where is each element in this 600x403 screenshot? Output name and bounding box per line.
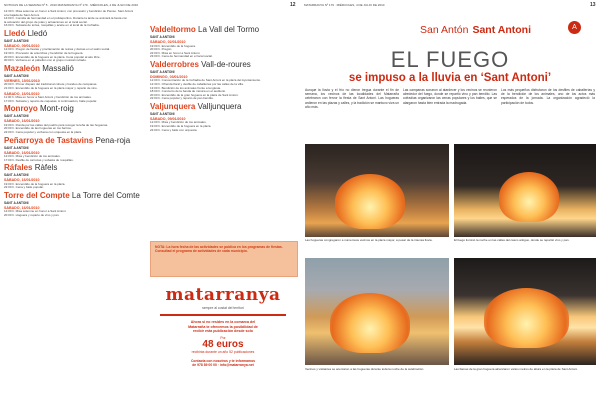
schedule-line: 19:00 h. Encendido de la hoguera en la plaza. [150,125,212,129]
section-valjunquera [150,103,296,132]
right-page-number: 13 [590,2,596,8]
left-page-number: 12 [290,2,296,8]
intro-line: 16:00 h. Subasta de tortas, rosquillas y aceite en el local de la Cofradía. [4,24,100,28]
section-title: Monroyo Mont-roig [4,104,74,114]
notice-box [150,241,298,277]
intro-line: la actuación del grupo de jotas y actuaciones en el local social. [4,20,88,24]
photo-caption: El fuego iluminó la noche en las calles del casco antiguo, donde se repartió vino y pan. [454,238,570,242]
left-running-head: NOTICIAS DE LA SEMANA Nº 5 · 2010 MATARRANYA Nº 179 · MIÉRCOLES, 4 DE JULIO DE 2010 [4,3,139,7]
headline-sub: se impuso a la lluvia en ‘Sant Antoni’ [348,72,552,84]
article-column [403,88,497,105]
day-heading: SÁBADO, 16/01/2010 [4,178,40,183]
schedule-line: 22:00 h. Cena popular y verbena con orquesta en la plaza. [4,130,83,134]
section-subtitle: SANT A ANTONI [4,200,29,205]
section-brand [420,20,531,34]
brand-word-catalan: Sant Antoni [472,24,531,36]
day-heading: DOMINGO, 03/01/2010 [150,74,188,79]
schedule-line: 00:00 h. Verbena en el pabellón con el grupo musical invitado. [4,59,87,63]
schedule-line: 21:00 h. Encendido de la hoguera en la plaza mayor y reparto de vino. [4,86,98,90]
section-subtitle: SANT A ANTONI [150,111,175,116]
section-subtitle: SANT A ANTONI [150,35,175,39]
schedule-line: 13:00 h. Bendición de los animales frente a la iglesia. [150,86,221,90]
schedule-line: 11:00 h. Misa en honor a Sant Antoni y bendición de los animales. [4,96,92,100]
ad-contact-line: Contacta con nosotros y te informamos [190,358,256,363]
section-title: Valjunquera Valljunquera [150,101,242,111]
bonfire-photo [305,258,449,365]
section-penarroya [4,137,144,163]
section-subtitle: SANT A ANTONI [4,73,29,78]
section-monroyo [4,105,144,134]
ad-contact [150,359,296,368]
schedule-line: 12:30 h. Ofrenda floral y desfile de caballerías por las calles de la villa. [150,82,244,86]
ad-price-prefix: Por [220,335,226,340]
flame-shape [499,172,559,222]
section-subtitle: SANT A ANTONI [4,114,29,119]
schedule-line: 19:00 h. Ronda por las calles del pueblo para recoger la leña de las hogueras. [4,123,109,127]
article-paragraph: Los más pequeños disfrutaron de los desfiles de caballerías y de la bendición de los animales, uno de los actos más esperados de la jornada. La organización agradeció la participación de todos. [501,88,595,105]
schedule-line: 12:00 h. Misa y bendición de los animales. [4,155,61,158]
intro-line: a la bajada de Sant Antoni. [4,13,40,17]
article-headline [304,49,596,85]
section-title: Lledó Lledó [4,28,48,38]
schedule-line: 12:00 h. Pregón de fiestas y proclamación de reinas y damas en el salón social. [4,48,111,52]
section-title: Ráfales Ràfels [4,163,58,173]
section-title: Torre del Compte La Torre del Comte [4,190,140,200]
bonfire-photo [454,258,596,365]
day-heading: SÁBADO, 02/01/2010 [150,40,186,44]
subscription-ad [150,279,296,402]
ad-price: 48 euros [202,338,244,350]
bonfire-photo [305,144,449,237]
day-heading: SÁBADO, 16/01/2010 [4,150,40,155]
article-paragraph: Aunque la lluvia y el frío no dieron tregua durante el fin de semana, los vecinos de las localidades del Matarraña celebraron con fervor la fiesta de Sant Antoni. Las hogueras ardieron en las plazas y calles, y la tradición se mantuvo viva un año más. [305,88,399,109]
ad-text-line: recibir esta publicación desde solo [193,329,253,334]
photo-caption: Vecinos y visitantes se acercaron a las hogueras durante toda la noche de la celebración. [305,367,425,371]
section-title: Peñarroya de Tastavins Pena-roja [4,135,131,145]
ad-tagline: sempre al costat del territori [202,306,244,310]
schedule-line: 12:00 h. Misa y bendición de los animales. [150,121,207,125]
day-heading: SÁBADO, 16/01/2010 [4,119,40,124]
schedule-line: 22:00 h. Cena popular y reparto de pan bendito. [150,97,214,101]
section-valderrobres [150,61,296,101]
intro-line: 14:00 h. Comida de hermandad en el polideportivo. Durante la tarde se animará la fiesta con [4,17,128,21]
schedule-line: 19:00 h. Encendido de la hoguera. [150,44,196,48]
section-subtitle: SANT A ANTONI [4,145,29,150]
schedule-line: 22:00 h. Cena y baile popular. [4,186,44,190]
ad-contact-line: de 978 89 00 00 · info@matarranya.net [192,363,254,368]
article-paragraph: Las campanas sonaron al atardecer y los vecinos se reunieron alrededor del fuego, donde se repartió vino y pan bendito. Las cofradías organizaron las cenas populares y los bailes, que se alargaron hasta bien entrada la madrugada. [403,88,497,105]
schedule-line: 12:00 h. Concentración de la Cofradía de Sant Antoni en la plaza del Ayuntamiento. [150,79,262,83]
ad-text-line: Matarraña te ofrecemos la posibilidad de [188,324,258,329]
right-running-head: MATARRANYA Nº 179 · MIÉRCOLES, 4 DE JULIO DE 2010 [304,3,385,7]
brand-badge-icon: A [568,21,581,34]
matarranya-logo: matarranya [165,285,281,305]
section-torre-del-compte [4,192,144,218]
photo-caption: Las llamas de la gran hoguera alcanzaron varios metros de altura en la plaza de Sant Antoni. [454,367,578,371]
schedule-line: 23:00 h. Cena de hermandad en el local social. [150,55,213,59]
ad-divider [160,314,286,316]
intro-block [4,10,144,28]
day-heading: SÁBADO, 16/01/2010 [4,91,40,96]
ad-text [150,320,296,334]
brand-word-spanish: San Antón [420,24,469,36]
intro-line: 12:30 h. Misa solemne en honor a Sant Antoni, con procesión y bendición de Pienso. Sant Antoni [4,10,134,13]
section-rafales [4,164,144,190]
schedule-line: 20:00 h. Encendido de la hoguera en la plaza. Cena popular al aire libre. [4,55,101,59]
schedule-line: 19:30 h. Procesión de antorchas y bendición de la hoguera. [4,52,84,56]
schedule-line: 17:00 h. Subasta y reparto de coquetas. A continuación, baile popular. [4,99,98,103]
middle-column [150,24,296,134]
left-column [4,10,144,220]
schedule-line: 20:00 h. Pregón. [150,48,173,52]
day-heading: SÁBADO, 09/01/2010 [150,116,186,121]
section-subtitle: SANT A ANTONI [4,38,29,43]
section-valdeltormo [150,26,296,59]
section-subtitle: SANT A ANTONI [150,69,175,74]
schedule-line: 20:00 h. Encendido de la gran hoguera en la plaza de Sant Antoni. [150,93,239,97]
section-lledo [4,30,144,63]
day-heading: SÁBADO, 09/01/2010 [4,43,40,48]
flame-shape [335,174,405,229]
schedule-line: 18:00 h. Concierto de la banda de música en el auditorio. [150,90,227,94]
flame-shape [330,293,410,353]
section-title: Valderrobres Vall-de-roures [150,59,251,69]
section-title: Mazaleón Massalió [4,63,74,73]
day-heading: VIERNES, 15/01/2010 [4,78,40,83]
section-mazaleon [4,65,144,103]
schedule-line: 20:00 h. Hoguera y reparto de vino y pan. [4,213,60,217]
schedule-line: 22:00 h. Cena y baile con orquesta. [150,128,198,132]
schedule-line: 20:00 h. Encendido de las hogueras en los barrios. [4,127,72,131]
flame-shape [484,288,569,348]
day-heading: SÁBADO, 16/01/2010 [4,205,40,210]
schedule-line: 20:00 h. Primer disparo del tradicional cohete y bandeo de campanas. [4,83,98,87]
photo-caption: Las hogueras congregaron a numerosos vecinos en la plaza mayor, a pesar de la intensa lluvia. [305,238,433,242]
section-title: Valdeltormo La Vall del Tormo [150,25,260,34]
article-column [305,88,399,109]
article-column [501,88,595,105]
section-subtitle: SANT A ANTONI [4,173,29,178]
ad-text-line: Ahora si no resides en la comarca del [190,320,256,324]
schedule-line: 19:00 h. Encendido de la hoguera en la plaza. [4,182,66,186]
schedule-line: 17:00 h. Desfile de carrozas y subasta de rosquillas. [4,158,74,162]
schedule-line: 12:00 h. Misa solemne en honor a Sant Antoni. [4,210,67,214]
headline-main: EL FUEGO [390,47,510,72]
ad-price-suffix: recibirás durante un año 52 publicaciones [191,349,255,354]
bonfire-photo [454,144,596,237]
schedule-line: 22:00 h. Misa en honor a Sant Antoni. [150,51,201,55]
notice-text: NOTA: La hora fecha de las actividades se publica en los programas de fiestas. Consultad el programa de actividades de cada municipio. [155,245,283,253]
